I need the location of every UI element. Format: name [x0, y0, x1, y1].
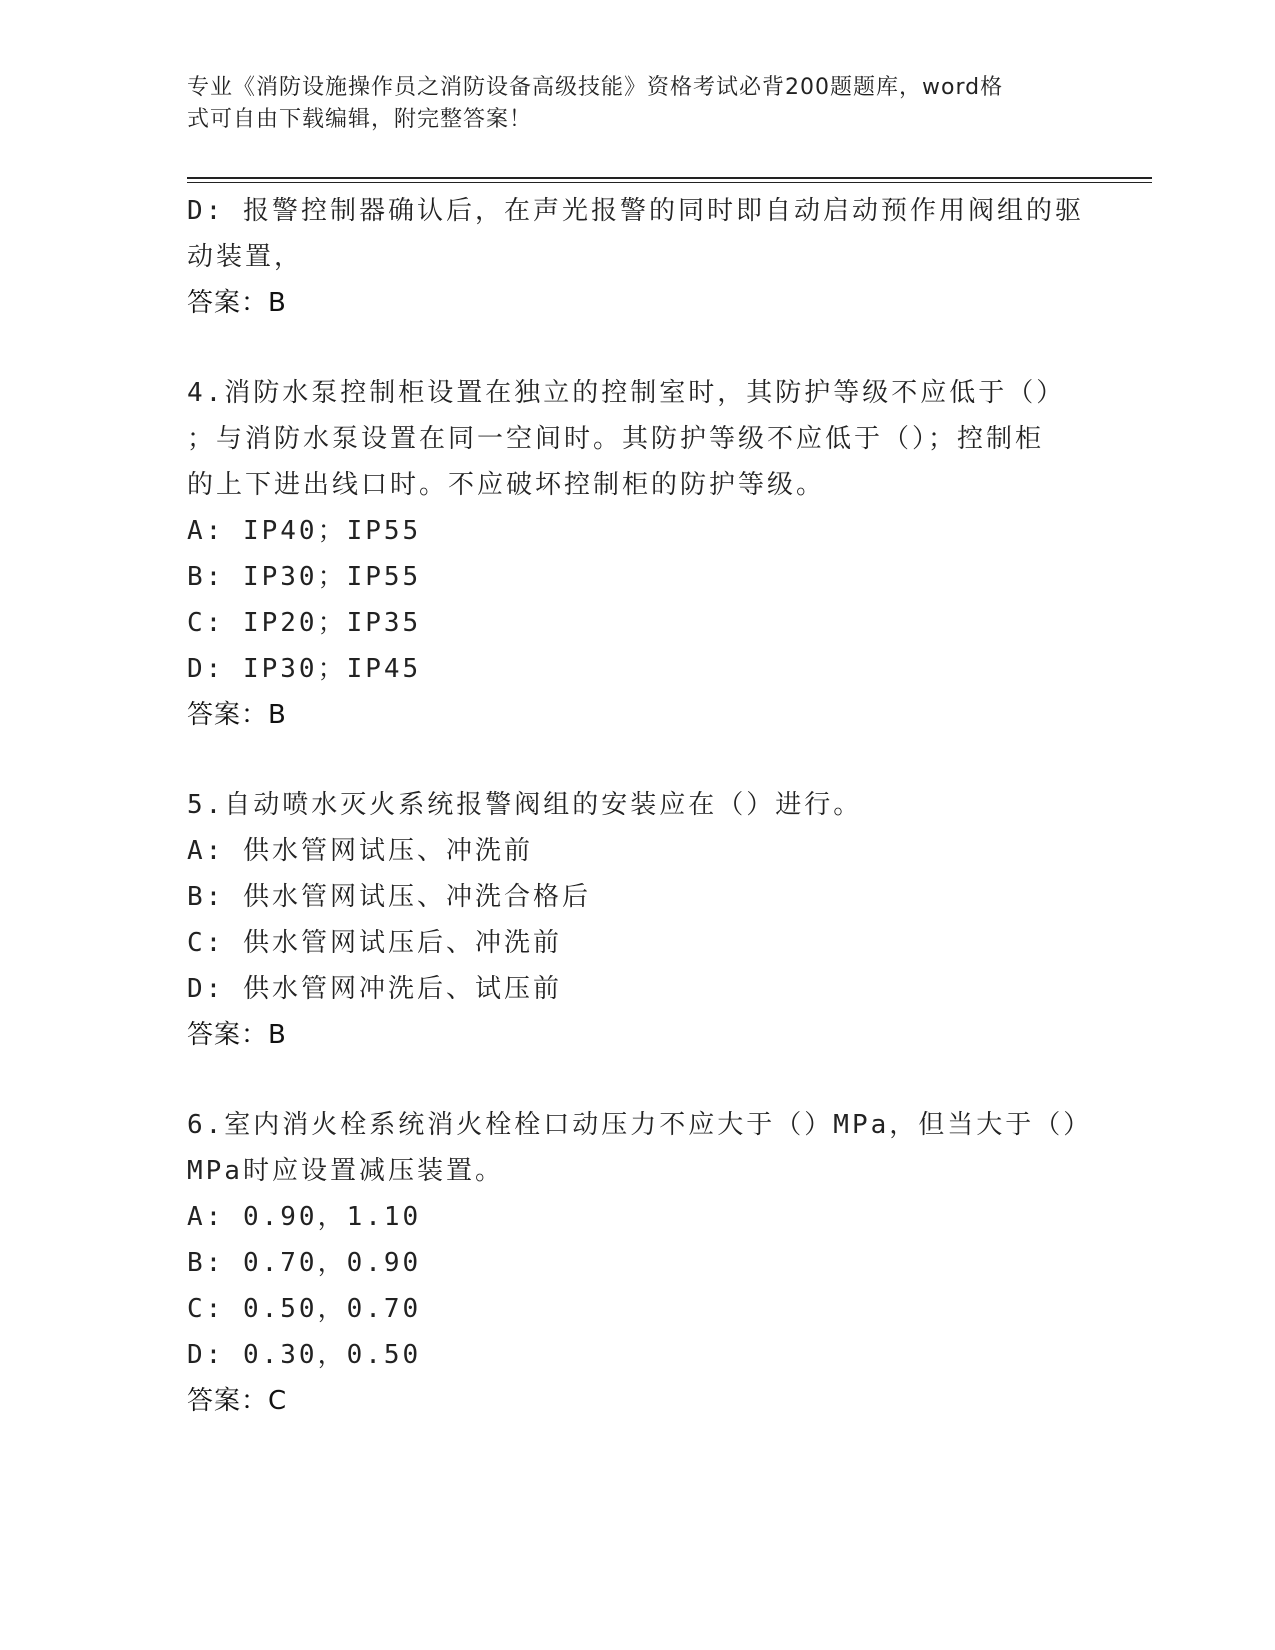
- spacer: [187, 1058, 1087, 1102]
- question-stem-line-1: 6.室内消火栓系统消火栓栓口动压力不应大于（）MPa，但当大于（）: [187, 1110, 1093, 1140]
- question-5: [187, 782, 1087, 1058]
- spacer: [187, 738, 1087, 782]
- question-6: [187, 1102, 1093, 1424]
- option-d: D: 0.30，0.50: [187, 1340, 422, 1370]
- answer: 答案：B: [187, 288, 287, 318]
- option-c: C: 0.50，0.70: [187, 1294, 422, 1324]
- option-d: D: IP30；IP45: [187, 654, 422, 684]
- header-title-line-1: 专业《消防设施操作员之消防设备高级技能》资格考试必背200题题库，word格: [187, 75, 1004, 100]
- spacer: [187, 326, 1087, 370]
- option-a: A: 供水管网试压、冲洗前: [187, 836, 533, 866]
- question-4: [187, 370, 1087, 738]
- option-b: B: 供水管网试压、冲洗合格后: [187, 882, 591, 912]
- option-b: B: 0.70，0.90: [187, 1248, 422, 1278]
- question-stem-line-2: ；与消防水泵设置在同一空间时。其防护等级不应低于（）；控制柜: [187, 424, 1045, 454]
- option-b: B: IP30；IP55: [187, 562, 422, 592]
- question-list: [187, 188, 1093, 1424]
- header-divider-thin: [187, 182, 1152, 183]
- question-3: [187, 188, 1087, 326]
- option-d-line-2: 动装置，: [187, 242, 304, 272]
- answer: 答案：C: [187, 1386, 288, 1416]
- option-c: C: 供水管网试压后、冲洗前: [187, 928, 562, 958]
- option-a: A: 0.90，1.10: [187, 1202, 422, 1232]
- option-c: C: IP20；IP35: [187, 608, 422, 638]
- question-stem-line-2: MPa时应设置减压装置。: [187, 1156, 504, 1186]
- document-header: [187, 72, 1087, 136]
- question-stem-line-1: 4.消防水泵控制柜设置在独立的控制室时，其防护等级不应低于（）: [187, 378, 1066, 408]
- header-divider-thick: [187, 177, 1152, 179]
- question-stem-line-3: 的上下进出线口时。不应破坏控制柜的防护等级。: [187, 470, 826, 500]
- option-d-line-1: D: 报警控制器确认后，在声光报警的同时即自动启动预作用阀组的驱: [187, 196, 1084, 226]
- header-title-line-2: 式可自由下载编辑，附完整答案！: [187, 107, 533, 132]
- answer: 答案：B: [187, 700, 287, 730]
- option-d: D: 供水管网冲洗后、试压前: [187, 974, 562, 1004]
- question-stem-line-1: 5.自动喷水灭火系统报警阀组的安装应在（）进行。: [187, 790, 863, 820]
- option-a: A: IP40；IP55: [187, 516, 422, 546]
- answer: 答案：B: [187, 1020, 287, 1050]
